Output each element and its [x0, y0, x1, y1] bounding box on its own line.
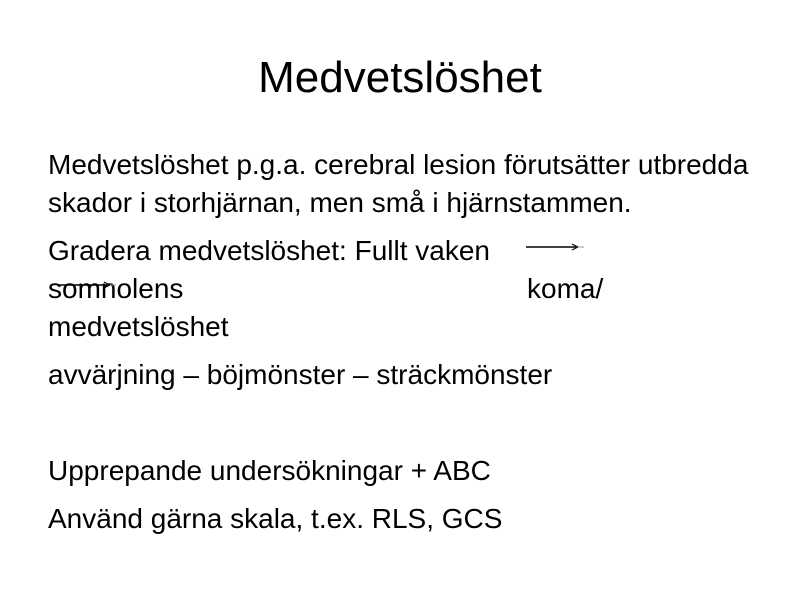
grade-line-2	[48, 270, 768, 308]
bullet-scales: Använd gärna skala, t.ex. RLS, GCS	[48, 503, 503, 534]
grade-block	[48, 232, 768, 346]
grade-line-3	[48, 308, 768, 346]
grade-text-koma: koma/	[527, 273, 604, 304]
grade-text-1: Gradera medvetslöshet: Fullt vaken	[48, 235, 490, 266]
arrow-icon	[526, 242, 586, 252]
bullet-intro: Medvetslöshet p.g.a. cerebral lesion förutsätter utbredda skador i storhjärnan, men små i hjärnstammen.	[48, 149, 749, 218]
grade-text-somnolens: somnolens	[48, 273, 184, 304]
slide-body	[48, 146, 768, 548]
bullet-repeat: Upprepande undersökningar + ABC	[48, 455, 491, 486]
spacer	[48, 404, 768, 452]
grade-text-3: medvetslöshet	[48, 311, 229, 342]
arrow-icon	[58, 280, 118, 290]
grade-line-1	[48, 232, 768, 270]
bullet-reactions: avvärjning – böjmönster – sträckmönster	[48, 359, 553, 390]
slide-title: Medvetslöshet	[258, 53, 542, 102]
